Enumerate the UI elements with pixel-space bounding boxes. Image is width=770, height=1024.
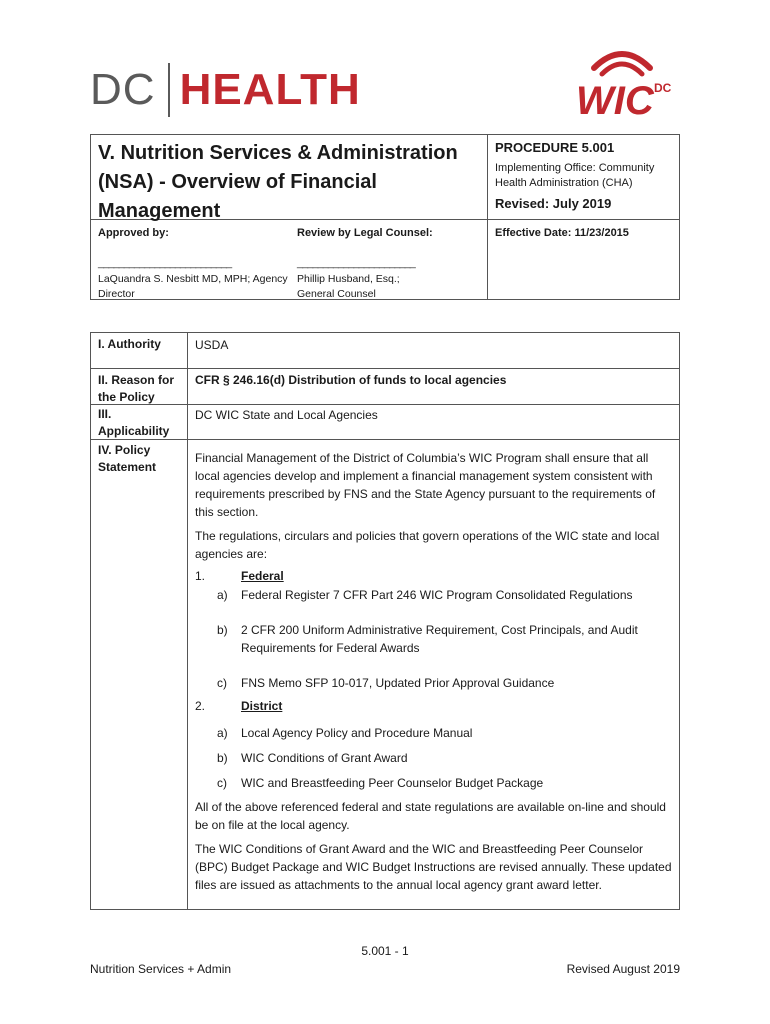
policy-label: IV. Policy Statement: [98, 443, 157, 474]
procedure-number: PROCEDURE 5.001: [495, 140, 615, 155]
page-number: 5.001 - 1: [361, 944, 409, 958]
wic-logo-text: WIC: [576, 79, 654, 122]
counsel-name: Phillip Husband, Esq.; General Counsel: [297, 273, 400, 300]
dc-health-logo: [90, 62, 361, 118]
policy-paragraph-3: All of the above referenced federal and state regulations are available on-line and should be on file at the local agency.: [195, 800, 666, 832]
revised-date: Revised: July 2019: [495, 196, 612, 211]
authority-label: I. Authority: [98, 337, 161, 351]
federal-title: Federal: [241, 569, 284, 583]
policy-table: I. Authority USDA II. Reason for the Policy CFR § 246.16(d) Distribution of funds to local agencies III. Applicability DC WIC State and Local Agencies IV. Policy Statement Financial Management of the District of Columbia’s WIC Program shall ensure that all local agencies develop and implement a financial management system consistent with requirements prescribed by FNS and the State Agency pursuant to the requirements of this section. The regulations, circulars and policies that govern operations of the WIC state and local agencies are: 1. Federal a) Federal Register 7 CFR Part 246 WIC Program Consolidated Regulations b) 2 CFR 200 Uniform Administrative Requirement, Cost Principals, and Audit Requirements for Federal Awards c) FNS Memo SFP 10-017, Updated Prior Approval Guidance 2. District a) Local Agency Policy and Procedure Manual b) WIC Conditions of Grant Award c) WIC and Breastfeeding Peer Counselor Budget Package All of the above referenced federal and state regulations are available on-line and should be on file at the local agency. The WIC Conditions of Grant Award and the WIC and Breastfeeding Peer Counselor (BPC) Budget Package and WIC Budget Instructions are revised annually. These updated files are issued as attachments to the annual local agency grant award letter.: [90, 332, 680, 910]
footer-right: Revised August 2019: [566, 962, 680, 976]
counsel-signature-line: _______________________: [297, 257, 415, 269]
approver-name: LaQuandra S. Nesbitt MD, MPH; Agency Director: [98, 273, 288, 300]
approved-by-label: Approved by:: [98, 227, 169, 239]
policy-paragraph-1: Financial Management of the District of Columbia’s WIC Program shall ensure that all local agencies develop and implement a financial management system consistent with requirements prescribed by FNS and the State Agency pursuant to the requirements of this section.: [195, 451, 656, 519]
effective-date: Effective Date: 11/23/2015: [495, 227, 629, 239]
wic-logo-dc-text: DC: [654, 81, 672, 95]
procedure-info: [495, 140, 679, 211]
reason-value: CFR § 246.16(d) Distribution of funds to local agencies: [195, 373, 507, 387]
logo-dc-text: DC: [90, 65, 156, 114]
document-title: V. Nutrition Services & Administration (NSA) - Overview of Financial Management: [98, 142, 458, 222]
logo-health-text: HEALTH: [179, 65, 361, 114]
policy-paragraph-4: The WIC Conditions of Grant Award and the WIC and Breastfeeding Peer Counselor (BPC) Budget Package and WIC Budget Instructions are revised annually. These updated files are issued as attachments to the annual local agency grant award letter.: [195, 842, 672, 892]
applicability-label: III. Applicability: [98, 407, 170, 438]
implementing-office: Implementing Office: Community Health Administration (CHA): [495, 162, 655, 189]
policy-paragraph-2: The regulations, circulars and policies that govern operations of the WIC state and local agencies are:: [195, 529, 660, 561]
district-title: District: [241, 699, 283, 713]
legal-review-label: Review by Legal Counsel:: [297, 227, 433, 239]
reason-label: II. Reason for the Policy: [98, 373, 175, 404]
applicability-value: DC WIC State and Local Agencies: [195, 408, 378, 422]
federal-number: 1.: [195, 569, 206, 583]
district-number: 2.: [195, 699, 206, 713]
approver-signature-line: __________________________: [98, 257, 232, 269]
footer-left: Nutrition Services + Admin: [90, 962, 232, 976]
procedure-header-table: [90, 134, 680, 300]
logo-divider: [168, 63, 170, 117]
wic-logo: [572, 42, 672, 122]
authority-value: USDA: [195, 338, 229, 352]
